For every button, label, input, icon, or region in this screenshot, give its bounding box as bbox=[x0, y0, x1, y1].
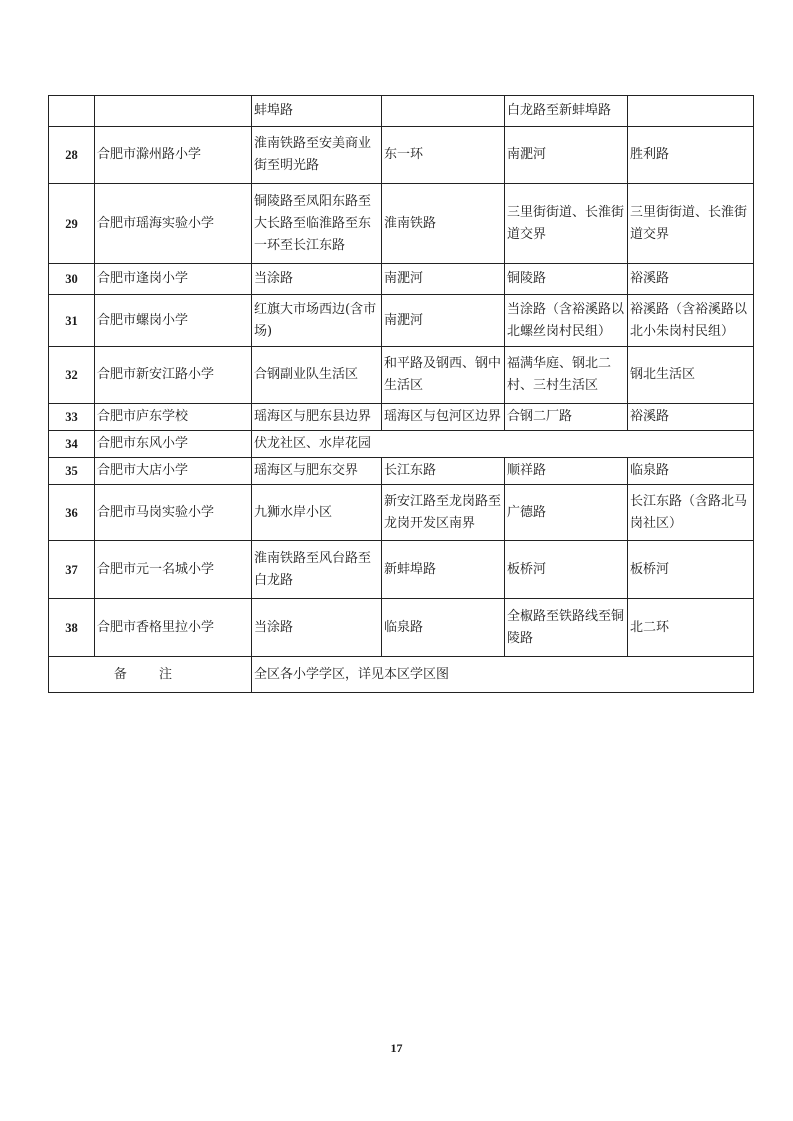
north-boundary: 长江东路（含路北马岗社区） bbox=[628, 485, 754, 541]
school-district-table bbox=[48, 95, 754, 693]
north-boundary: 三里街街道、长淮街道交界 bbox=[628, 184, 754, 264]
south-boundary: 瑶海区与包河区边界 bbox=[382, 404, 505, 431]
district-scope: 伏龙社区、水岸花园 bbox=[252, 431, 754, 458]
school-name: 合肥市马岗实验小学 bbox=[95, 485, 252, 541]
row-number: 32 bbox=[49, 347, 95, 404]
row-number: 35 bbox=[49, 458, 95, 485]
table-row bbox=[49, 96, 754, 127]
north-boundary bbox=[628, 96, 754, 127]
east-boundary: 蚌埠路 bbox=[252, 96, 382, 127]
school-name: 合肥市香格里拉小学 bbox=[95, 599, 252, 657]
east-boundary: 淮南铁路至安美商业街至明光路 bbox=[252, 127, 382, 184]
school-name bbox=[95, 96, 252, 127]
table-body bbox=[49, 96, 754, 693]
table-row bbox=[49, 458, 754, 485]
south-boundary: 长江东路 bbox=[382, 458, 505, 485]
east-boundary: 淮南铁路至风台路至白龙路 bbox=[252, 541, 382, 599]
north-boundary: 临泉路 bbox=[628, 458, 754, 485]
west-boundary: 三里街街道、长淮街道交界 bbox=[505, 184, 628, 264]
south-boundary: 和平路及钢西、钢中生活区 bbox=[382, 347, 505, 404]
south-boundary: 新蚌埠路 bbox=[382, 541, 505, 599]
row-number: 37 bbox=[49, 541, 95, 599]
row-number: 38 bbox=[49, 599, 95, 657]
row-number: 31 bbox=[49, 295, 95, 347]
west-boundary: 白龙路至新蚌埠路 bbox=[505, 96, 628, 127]
east-boundary: 当涂路 bbox=[252, 264, 382, 295]
school-name: 合肥市大店小学 bbox=[95, 458, 252, 485]
table-row bbox=[49, 184, 754, 264]
south-boundary: 临泉路 bbox=[382, 599, 505, 657]
school-name: 合肥市瑶海实验小学 bbox=[95, 184, 252, 264]
row-number: 30 bbox=[49, 264, 95, 295]
north-boundary: 裕溪路（含裕溪路以北小朱岗村民组） bbox=[628, 295, 754, 347]
north-boundary: 胜利路 bbox=[628, 127, 754, 184]
row-number: 28 bbox=[49, 127, 95, 184]
school-name: 合肥市东风小学 bbox=[95, 431, 252, 458]
west-boundary: 合钢二厂路 bbox=[505, 404, 628, 431]
west-boundary: 铜陵路 bbox=[505, 264, 628, 295]
south-boundary: 东一环 bbox=[382, 127, 505, 184]
row-number: 29 bbox=[49, 184, 95, 264]
row-number: 33 bbox=[49, 404, 95, 431]
west-boundary: 南淝河 bbox=[505, 127, 628, 184]
school-name: 合肥市元一名城小学 bbox=[95, 541, 252, 599]
remark-row bbox=[49, 657, 754, 693]
north-boundary: 板桥河 bbox=[628, 541, 754, 599]
west-boundary: 全椒路至铁路线至铜陵路 bbox=[505, 599, 628, 657]
row-number: 36 bbox=[49, 485, 95, 541]
page-number: 17 bbox=[390, 1041, 403, 1055]
table-row bbox=[49, 264, 754, 295]
east-boundary: 瑶海区与肥东交界 bbox=[252, 458, 382, 485]
row-number bbox=[49, 96, 95, 127]
remark-text: 全区各小学学区，详见本区学区图 bbox=[252, 657, 754, 693]
table-row bbox=[49, 599, 754, 657]
table-row bbox=[49, 295, 754, 347]
school-name: 合肥市螺岗小学 bbox=[95, 295, 252, 347]
east-boundary: 当涂路 bbox=[252, 599, 382, 657]
east-boundary: 瑶海区与肥东县边界 bbox=[252, 404, 382, 431]
table-row bbox=[49, 431, 754, 458]
east-boundary: 红旗大市场西边(含市场) bbox=[252, 295, 382, 347]
remark-label: 备 注 bbox=[49, 657, 252, 693]
south-boundary bbox=[382, 96, 505, 127]
school-name: 合肥市滁州路小学 bbox=[95, 127, 252, 184]
table-row bbox=[49, 347, 754, 404]
north-boundary: 钢北生活区 bbox=[628, 347, 754, 404]
table-row bbox=[49, 404, 754, 431]
school-name: 合肥市逢岗小学 bbox=[95, 264, 252, 295]
north-boundary: 裕溪路 bbox=[628, 264, 754, 295]
south-boundary: 新安江路至龙岗路至龙岗开发区南界 bbox=[382, 485, 505, 541]
north-boundary: 裕溪路 bbox=[628, 404, 754, 431]
south-boundary: 淮南铁路 bbox=[382, 184, 505, 264]
west-boundary: 当涂路（含裕溪路以北螺丝岗村民组） bbox=[505, 295, 628, 347]
south-boundary: 南淝河 bbox=[382, 264, 505, 295]
west-boundary: 福满华庭、钢北二村、三村生活区 bbox=[505, 347, 628, 404]
table-row bbox=[49, 127, 754, 184]
east-boundary: 合钢副业队生活区 bbox=[252, 347, 382, 404]
row-number: 34 bbox=[49, 431, 95, 458]
school-name: 合肥市庐东学校 bbox=[95, 404, 252, 431]
west-boundary: 顺祥路 bbox=[505, 458, 628, 485]
north-boundary: 北二环 bbox=[628, 599, 754, 657]
school-name: 合肥市新安江路小学 bbox=[95, 347, 252, 404]
west-boundary: 板桥河 bbox=[505, 541, 628, 599]
table-row bbox=[49, 541, 754, 599]
east-boundary: 铜陵路至凤阳东路至大长路至临淮路至东一环至长江东路 bbox=[252, 184, 382, 264]
west-boundary: 广德路 bbox=[505, 485, 628, 541]
table-row bbox=[49, 485, 754, 541]
east-boundary: 九狮水岸小区 bbox=[252, 485, 382, 541]
south-boundary: 南淝河 bbox=[382, 295, 505, 347]
